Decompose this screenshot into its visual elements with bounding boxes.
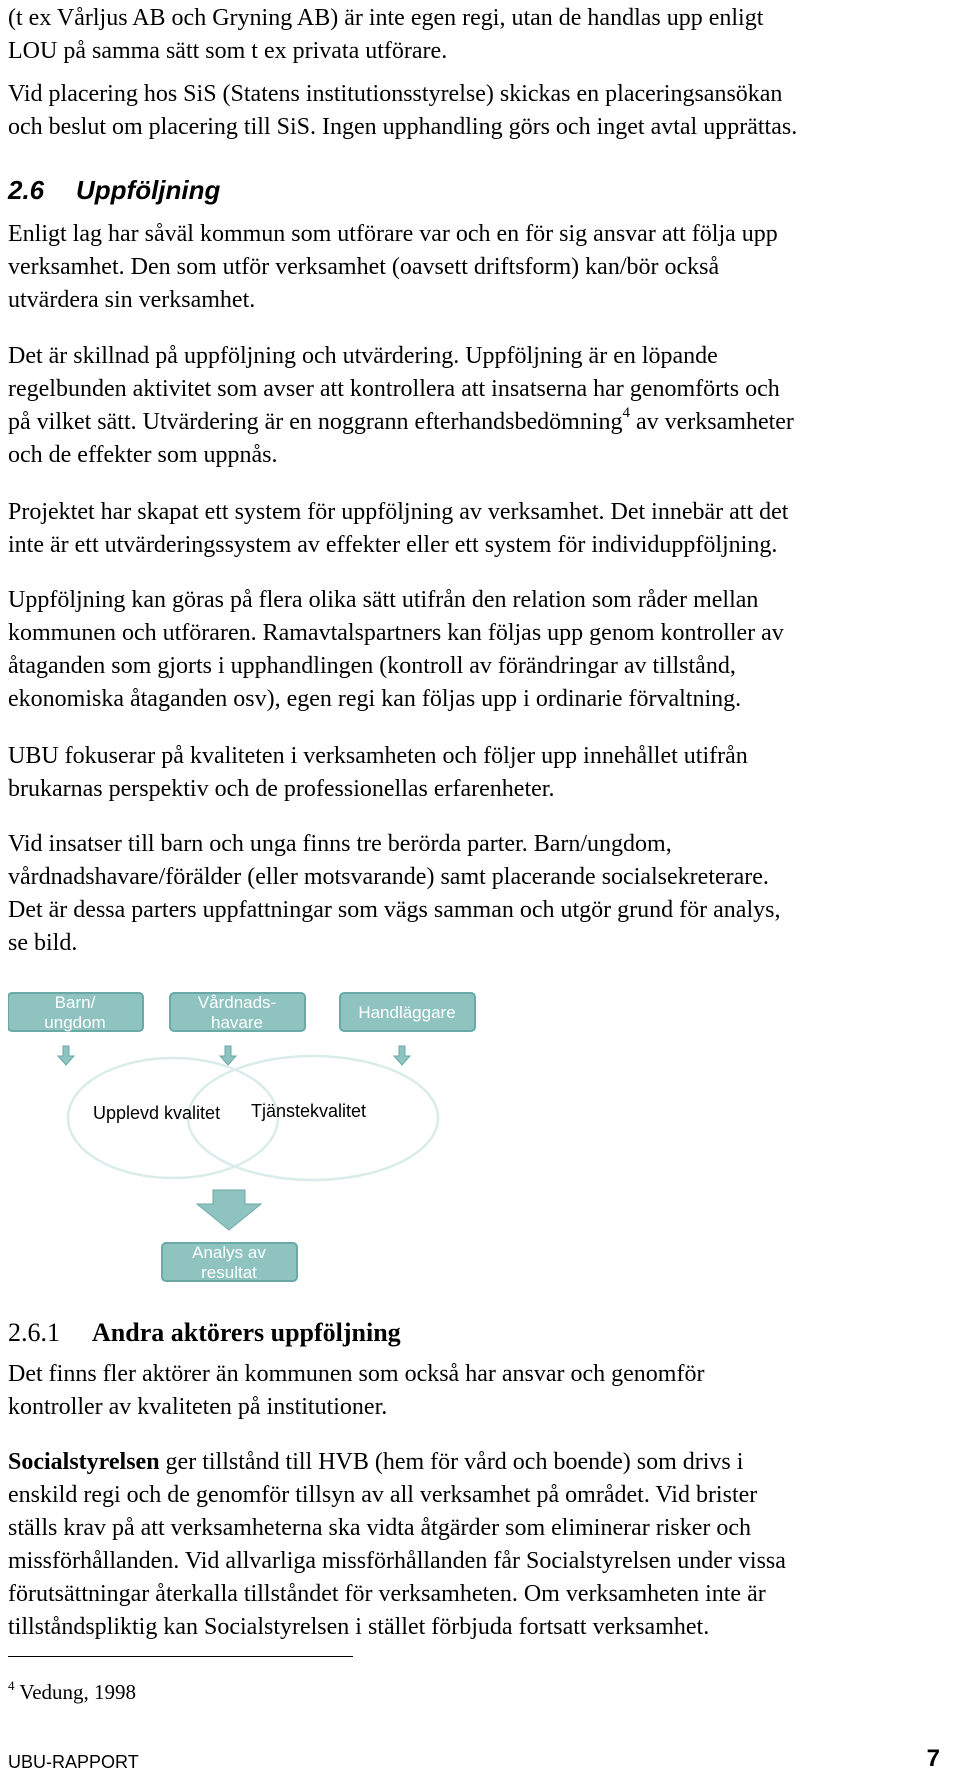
section-heading xyxy=(8,175,220,206)
text-line: verksamhet. Den som utför verksamhet (oavsett driftsform) kan/bör också xyxy=(8,254,720,280)
text-line: Det är skillnad på uppföljning och utvärdering. Uppföljning är en löpande xyxy=(8,343,718,369)
box-label: resultat xyxy=(201,1263,257,1282)
text-line: UBU fokuserar på kvaliteten i verksamheten och följer upp innehållet utifrån xyxy=(8,743,748,769)
text-line: och beslut om placering till SiS. Ingen upphandling görs och inget avtal upprättas. xyxy=(8,114,798,140)
text-line: Enligt lag har såväl kommun som utförare var och en för sig ansvar att följa upp xyxy=(8,221,778,247)
text-line: Vid insatser till barn och unga finns tre berörda parter. Barn/ungdom, xyxy=(8,831,672,857)
text-line: Uppföljning kan göras på flera olika sätt utifrån den relation som råder mellan xyxy=(8,587,759,613)
box-vardnadshavare xyxy=(170,993,305,1032)
intro-paragraph-2 xyxy=(8,78,948,144)
subsection-number: 2.6.1 xyxy=(8,1318,60,1347)
section-paragraph-1 xyxy=(8,218,948,317)
bold-term: Socialstyrelsen xyxy=(8,1449,160,1475)
box-label: Handläggare xyxy=(358,1003,456,1022)
box-label: Vårdnads- xyxy=(197,993,277,1012)
text-line: Vid placering hos SiS (Statens institutionsstyrelse) skickas en placeringsansökan xyxy=(8,81,783,107)
subsection-heading xyxy=(8,1316,401,1349)
box-label: ungdom xyxy=(44,1013,106,1032)
subsection-paragraph-1 xyxy=(8,1358,948,1424)
text-line: Det finns fler aktörer än kommunen som också har ansvar och genomför xyxy=(8,1361,705,1387)
text-line: utvärdera sin verksamhet. xyxy=(8,287,256,313)
text-line: kommunen och utföraren. Ramavtalspartners kan följas upp genom kontroller av xyxy=(8,620,784,646)
section-paragraph-5 xyxy=(8,740,948,806)
section-number: 2.6 xyxy=(8,175,45,205)
text-line: se bild. xyxy=(8,930,78,956)
text-span: ger tillstånd till HVB (hem för vård och boende) som drivs i xyxy=(159,1449,744,1475)
section-paragraph-4 xyxy=(8,584,948,716)
footer-page-number: 7 xyxy=(926,1745,940,1772)
text-line: förutsättningar återkalla tillståndet för verksamheten. Om verksamheten inte är xyxy=(8,1581,766,1607)
footnote-text: Vedung, 1998 xyxy=(14,1680,137,1704)
section-title: Uppföljning xyxy=(76,175,221,205)
text-line: Projektet har skapat ett system för uppföljning av verksamhet. Det innebär att det xyxy=(8,499,789,525)
box-barn-ungdom xyxy=(8,993,143,1032)
footer-report-name: UBU-RAPPORT xyxy=(8,1752,139,1772)
ellipse-label: Tjänstekvalitet xyxy=(251,1101,367,1121)
footnote-divider xyxy=(8,1656,353,1657)
subsection-title: Andra aktörers uppföljning xyxy=(92,1318,401,1347)
text-line: regelbunden aktivitet som avser att kontrollera att insatserna har genomförts och xyxy=(8,376,780,402)
box-label: havare xyxy=(211,1013,263,1032)
text-line: inte är ett utvärderingssystem av effekter eller ett system för individuppföljning. xyxy=(8,532,778,558)
text-line: ekonomiska åtaganden osv), egen regi kan följas upp i ordinarie förvaltning. xyxy=(8,686,742,712)
text-line: LOU på samma sätt som t ex privata utförare. xyxy=(8,38,448,64)
text-line: och de effekter som uppnås. xyxy=(8,442,278,468)
section-paragraph-3 xyxy=(8,496,948,562)
section-paragraph-2 xyxy=(8,340,948,472)
down-arrow-icon xyxy=(58,1046,74,1065)
box-handlaggare xyxy=(340,993,475,1031)
text-line: (t ex Vårljus AB och Gryning AB) är inte egen regi, utan de handlas upp enligt xyxy=(8,5,764,31)
text-span: på vilket sätt. Utvärdering är en noggrann efterhandsbedömning xyxy=(8,409,623,435)
footnote-mark: 4 xyxy=(8,1678,15,1693)
text-line: Det är dessa parters uppfattningar som vägs samman och utgör grund för analys, xyxy=(8,897,781,923)
text-line: brukarnas perspektiv och de professionellas erfarenheter. xyxy=(8,776,555,802)
text-line: tillståndspliktig kan Socialstyrelsen i stället förbjuda fortsatt verksamhet. xyxy=(8,1614,710,1640)
text-line: missförhållanden. Vid allvarliga missförhållanden får Socialstyrelsen under vissa xyxy=(8,1548,786,1574)
text-span: av verksamheter xyxy=(629,409,794,435)
text-line xyxy=(8,1446,948,1479)
box-label: Barn/ xyxy=(54,993,96,1012)
ellipse-label: Upplevd kvalitet xyxy=(93,1103,221,1123)
section-paragraph-6 xyxy=(8,828,948,960)
down-arrow-icon xyxy=(394,1046,410,1065)
footnote-reference[interactable]: 4 xyxy=(622,405,630,421)
text-line: ställs krav på att verksamheterna ska vidta åtgärder som eliminerar risker och xyxy=(8,1515,752,1541)
box-analys-resultat xyxy=(162,1243,297,1282)
quality-diagram xyxy=(8,990,478,1290)
text-line xyxy=(8,406,948,439)
text-line: åtaganden som gjorts i upphandlingen (kontroll av förändringar av tillstånd, xyxy=(8,653,736,679)
down-arrow-icon xyxy=(220,1046,236,1065)
footnote xyxy=(8,1680,136,1705)
subsection-paragraph-2 xyxy=(8,1446,948,1644)
box-label: Analys av xyxy=(192,1243,266,1262)
text-line: enskild regi och de genomför tillsyn av all verksamhet på området. Vid brister xyxy=(8,1482,758,1508)
text-line: kontroller av kvaliteten på institutioner. xyxy=(8,1394,388,1420)
intro-paragraph-1 xyxy=(8,2,948,68)
text-line: vårdnadshavare/förälder (eller motsvarande) samt placerande socialsekreterare. xyxy=(8,864,769,890)
down-arrow-icon xyxy=(197,1190,261,1230)
